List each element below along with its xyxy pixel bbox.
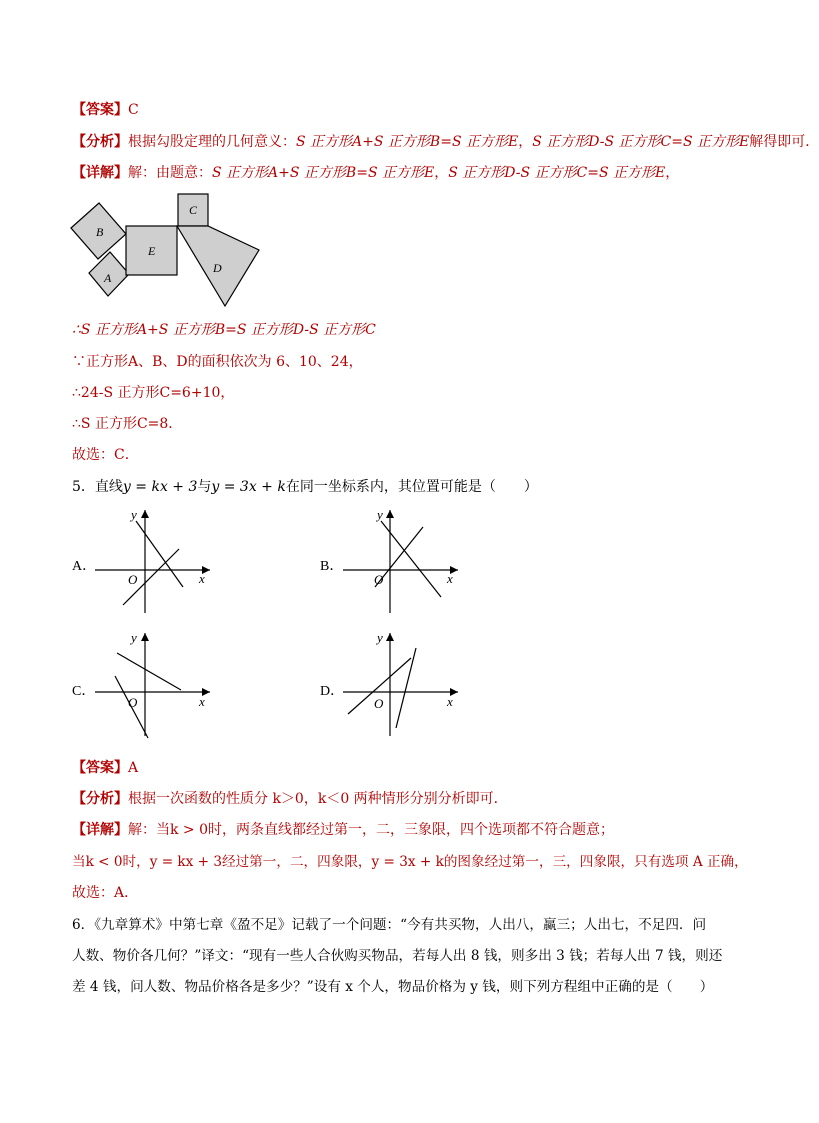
option-c-label: C．	[72, 684, 96, 699]
x-axis-label: x	[447, 694, 453, 709]
x-axis-label: x	[447, 571, 453, 586]
detail-sep: ，	[434, 165, 449, 181]
q4-step3: ∴24-S 正方形C=6+10，	[72, 385, 235, 401]
x-axis-label: x	[199, 571, 205, 586]
q5-answer-line	[72, 758, 138, 778]
detail-tag: 【详解】	[72, 822, 128, 838]
y-axis-label: y	[131, 630, 137, 645]
label-a: A	[104, 271, 112, 285]
q5-eq1: y = kx + 3	[122, 479, 198, 495]
detail-tag: 【详解】	[72, 165, 128, 181]
q5-detail-line	[72, 820, 614, 840]
option-a-label: A．	[72, 559, 97, 574]
analysis-formula-b: S 正方形D-S 正方形C=S 正方形E	[532, 134, 750, 150]
answer-tag: 【答案】	[72, 760, 128, 776]
analysis-prefix: 根据勾股定理的几何意义：	[128, 134, 296, 150]
q4-step2: ∵正方形A、B、D的面积依次为 6、10、24，	[72, 354, 363, 370]
analysis-tag: 【分析】	[72, 791, 128, 807]
q5-analysis-line	[72, 789, 508, 809]
detail-line1: 解：当k > 0时，两条直线都经过第一，二，三象限，四个选项都不符合题意；	[128, 822, 615, 838]
detail-end: ，	[665, 165, 680, 181]
analysis-suffix: 解得即可．	[749, 134, 819, 150]
analysis-sep: ，	[518, 134, 533, 150]
q5-stem-suffix: 在同一坐标系内，其位置可能是（ ）	[285, 479, 538, 495]
option-a-graph	[95, 505, 215, 617]
option-c-graph	[95, 628, 215, 740]
y-axis-label: y	[377, 507, 383, 522]
squares-figure	[68, 192, 264, 304]
q5-stem-prefix: 5．直线	[72, 479, 123, 495]
label-d: D	[213, 261, 222, 275]
q4-analysis-line	[72, 132, 819, 152]
q5-stem-mid: 与	[197, 479, 212, 495]
y-axis-label: y	[131, 507, 137, 522]
q6-line3: 差 4 钱，问人数、物品价格各是多少？”设有 x 个人，物品价格为 y 钱，则下列方程组中正确的是（ ）	[72, 979, 714, 995]
q4-answer-line	[72, 100, 139, 120]
detail-prefix: 解：由题意：	[128, 165, 212, 181]
y-axis-label: y	[377, 630, 383, 645]
origin-label: O	[128, 572, 138, 587]
q5-eq2: y = 3x + k	[211, 479, 286, 495]
q5-choose: 故选：A．	[72, 885, 139, 901]
analysis-formula-a: S 正方形A+S 正方形B=S 正方形E	[296, 134, 519, 150]
q6-line1: 6．《九章算术》中第七章《盈不足》记载了一个问题：“今有共买物，人出八，赢三；人出七，不足四．问	[72, 917, 707, 933]
detail-formula-b: S 正方形D-S 正方形C=S 正方形E	[448, 165, 666, 181]
analysis-tag: 【分析】	[72, 134, 128, 150]
label-c: C	[189, 203, 198, 217]
q5-detail-line2: 当k < 0时，y = kx + 3经过第一，二，四象限，y = 3x + k的图象经过第一，三，四象限，只有选项 A 正确，	[72, 854, 748, 870]
q4-choose: 故选：C．	[72, 447, 139, 463]
analysis-text: 根据一次函数的性质分 k＞0，k＜0 两种情形分别分析即可．	[128, 791, 508, 807]
answer-tag: 【答案】	[72, 102, 128, 118]
option-d-label: D．	[320, 684, 345, 699]
answer-value: A	[128, 760, 139, 776]
q5-stem	[72, 477, 538, 497]
option-b-graph	[343, 505, 463, 617]
option-b-label: B．	[320, 559, 344, 574]
answer-value: C	[128, 102, 139, 118]
origin-label: O	[374, 696, 384, 711]
label-e: E	[148, 244, 156, 258]
label-b: B	[96, 225, 104, 239]
option-d-graph	[343, 628, 463, 740]
origin-label: O	[128, 695, 138, 710]
q4-step4: ∴S 正方形C=8．	[72, 416, 183, 432]
x-axis-label: x	[199, 694, 205, 709]
q4-step1: ∴S 正方形A+S 正方形B=S 正方形D-S 正方形C	[72, 322, 376, 338]
detail-formula-a: S 正方形A+S 正方形B=S 正方形E	[212, 165, 435, 181]
q6-line2: 人数、物价各几何？”译文：“现有一些人合伙购买物品，若每人出 8 钱，则多出 3 钱；若每人出 7 钱，则还	[72, 948, 723, 964]
q4-detail-line	[72, 163, 679, 183]
origin-label: O	[374, 572, 384, 587]
